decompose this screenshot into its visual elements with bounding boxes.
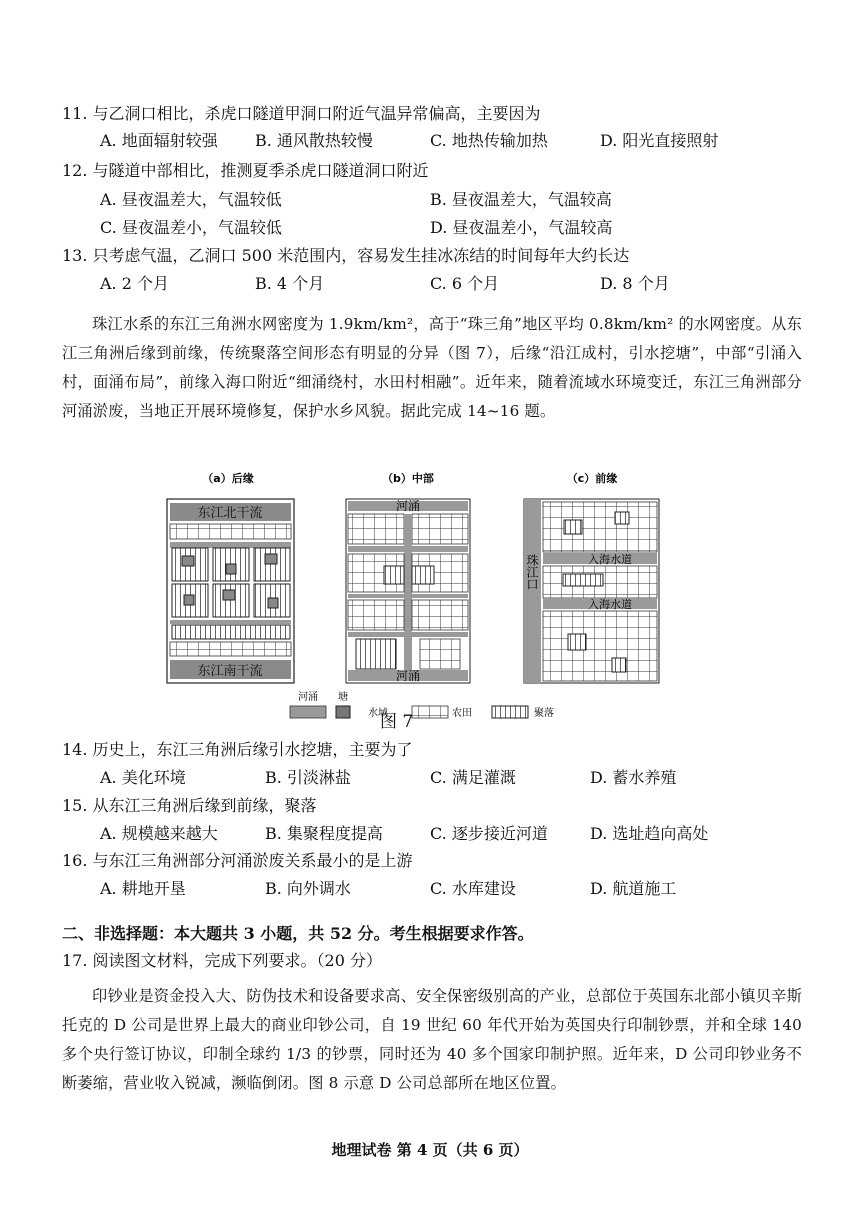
legend-water-label: 水域 <box>368 708 388 719</box>
q14-option-b[interactable]: B. 引淡淋盐 <box>265 768 351 787</box>
legend-pond-label: 塘 <box>338 692 348 703</box>
legend-settlement-swatch <box>492 706 528 718</box>
q11-option-b[interactable]: B. 通风散热较慢 <box>255 131 373 150</box>
q16-option-d[interactable]: D. 航道施工 <box>590 879 677 898</box>
panel-a-title: （a）后缘 <box>202 472 254 485</box>
question-12-stem: 12. 与隧道中部相比，推测夏季杀虎口隧道洞口附近 <box>62 161 429 180</box>
q16-option-b[interactable]: B. 向外调水 <box>265 879 351 898</box>
material-paragraph-2 <box>62 982 802 1098</box>
q11-option-a[interactable]: A. 地面辐射较强 <box>100 131 218 150</box>
question-13-stem: 13. 只考虑气温，乙洞口 500 米范围内，容易发生挂冰冻结的时间每年大约长达 <box>62 246 630 265</box>
panel-b-top-river-label: 河涌 <box>395 499 421 513</box>
q13-option-c[interactable]: C. 6 个月 <box>430 274 500 293</box>
panel-a-diagram <box>167 499 294 683</box>
question-11-stem: 11. 与乙洞口相比，杀虎口隧道甲洞口附近气温异常偏高，主要因为 <box>62 104 541 123</box>
q16-option-c[interactable]: C. 水库建设 <box>430 879 516 898</box>
q13-option-d[interactable]: D. 8 个月 <box>600 274 670 293</box>
q11-option-c[interactable]: C. 地热传输加热 <box>430 131 548 150</box>
q13-option-b[interactable]: B. 4 个月 <box>255 274 325 293</box>
section-2-title: 二、非选择题：本大题共 3 小题，共 52 分。考生根据要求作答。 <box>62 924 534 943</box>
material-paragraph-1 <box>62 310 802 426</box>
panel-c-diagram <box>524 499 659 683</box>
figure-7-legend <box>290 690 554 719</box>
panel-c-channel-1-label: 入海水道 <box>588 553 632 566</box>
q12-option-a[interactable]: A. 昼夜温差大，气温较低 <box>100 190 282 209</box>
panel-a-north-river-label: 东江北干流 <box>197 506 263 521</box>
legend-river-label: 河涌 <box>298 692 318 703</box>
legend-farmland-swatch <box>412 706 448 718</box>
panel-a-south-river-label: 东江南干流 <box>197 664 263 679</box>
q15-option-b[interactable]: B. 集聚程度提高 <box>265 824 383 843</box>
q16-option-a[interactable]: A. 耕地开垦 <box>100 879 186 898</box>
legend-pond-swatch <box>336 706 350 718</box>
question-16-stem: 16. 与东江三角洲部分河涌淤废关系最小的是上游 <box>62 851 413 870</box>
q15-option-d[interactable]: D. 选址趋向高处 <box>590 824 709 843</box>
figure-7-caption: 图 7 <box>380 712 414 732</box>
panel-b-diagram <box>346 499 470 683</box>
legend-river-swatch <box>290 706 326 718</box>
question-17-stem: 17. 阅读图文材料，完成下列要求。（20 分） <box>62 951 382 970</box>
legend-farmland-label: 农田 <box>452 708 472 719</box>
panel-b-title: （b）中部 <box>382 472 434 485</box>
q15-option-c[interactable]: C. 逐步接近河道 <box>430 824 548 843</box>
panel-c-title: （c）前缘 <box>566 472 618 485</box>
material-1-text: 珠江水系的东江三角洲水网密度为 1.9km/km²，高于“珠三角”地区平均 0.8km/km² 的水网密度。从东江三角洲后缘到前缘，传统聚落空间形态有明显的分异（图 7），后缘“沿江成村，引水挖塘”，中部“引涌入村，面涌布局”，前缘入海口附近“细涌绕村，水田村相融”。近年来，随着流域水环境变迁，东江三角洲部分河涌淤废，当地正开展环境修复，保护水乡风貌。据此完成 14~16 题。 <box>62 315 802 420</box>
panel-c-channel-2-label: 入海水道 <box>588 598 632 611</box>
q12-option-d[interactable]: D. 昼夜温差小，气温较高 <box>430 218 613 237</box>
q12-option-c[interactable]: C. 昼夜温差小，气温较低 <box>100 218 282 237</box>
page-footer: 地理试卷 第 4 页（共 6 页） <box>331 1141 529 1159</box>
q15-option-a[interactable]: A. 规模越来越大 <box>100 824 218 843</box>
panel-b-bottom-river-label: 河涌 <box>395 669 421 683</box>
figure-7 <box>0 462 860 732</box>
question-15-stem: 15. 从东江三角洲后缘到前缘，聚落 <box>62 796 317 815</box>
q12-option-b[interactable]: B. 昼夜温差大，气温较高 <box>430 190 612 209</box>
q11-option-d[interactable]: D. 阳光直接照射 <box>600 131 719 150</box>
panel-c-side-label: 珠江口 <box>525 554 539 590</box>
legend-settlement-label: 聚落 <box>534 708 554 719</box>
material-2-text: 印钞业是资金投入大、防伪技术和设备要求高、安全保密级别高的产业，总部位于英国东北部小镇贝辛斯托克的 D 公司是世界上最大的商业印钞公司，自 19 世纪 60 年代开始为英国央行印制钞票，并和全球 140 多个央行签订协议，印制全球约 1/3 的钞票，同时还为 40 多个国家印制护照。近年来，D 公司印钞业务不断萎缩，营业收入锐减，濒临倒闭。图 8 示意 D 公司总部所在地区位置。 <box>62 987 802 1092</box>
question-14-stem: 14. 历史上，东江三角洲后缘引水挖塘，主要为了 <box>62 740 413 759</box>
q14-option-d[interactable]: D. 蓄水养殖 <box>590 768 677 787</box>
q14-option-c[interactable]: C. 满足灌溉 <box>430 768 516 787</box>
q13-option-a[interactable]: A. 2 个月 <box>100 274 169 293</box>
q14-option-a[interactable]: A. 美化环境 <box>100 768 186 787</box>
